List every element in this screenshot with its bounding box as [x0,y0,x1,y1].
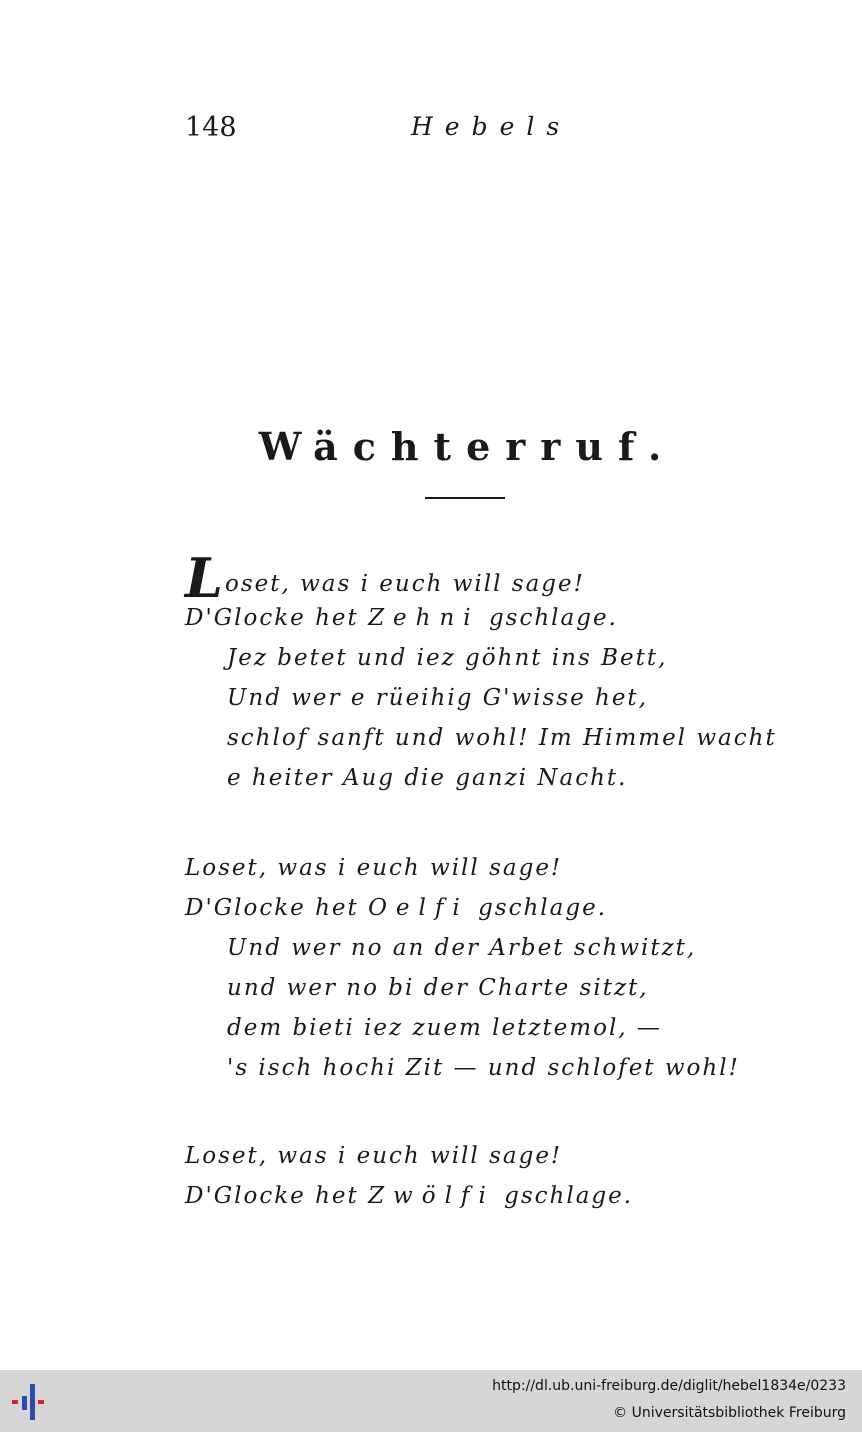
line-text: gschlage. [479,605,618,631]
line-text: oset, was i euch will sage! [224,571,585,597]
library-footer [0,1370,862,1432]
line-text: D'Glocke het [185,605,369,631]
poem-title: Wächterruf. [258,424,677,469]
ub-freiburg-logo-icon[interactable] [10,1380,54,1424]
spaced-word: Zwölfi [368,1183,495,1209]
poem-line [185,546,777,610]
poem-line [185,1176,633,1216]
poem-line: e heiter Aug die ganzi Nacht. [227,765,628,791]
poem-line: Loset, was i euch will sage! [185,855,563,881]
running-head: Hebels [411,112,572,141]
poem-line: Jez betet und iez göhnt ins Bett, [227,645,668,671]
poem-line: 's isch hochi Zit — und schlofet wohl! [227,1055,740,1081]
page-number: 148 [185,112,237,143]
spaced-word: Zehni [368,605,480,631]
poem-line: schlof sanft und wohl! Im Himmel wacht [227,725,777,751]
footer-url[interactable]: http://dl.ub.uni-freiburg.de/diglit/hebel1834e/0233 [492,1378,846,1394]
poem-line: dem bieti iez zuem letztemol, — [227,1015,662,1041]
line-text: D'Glocke het [185,895,369,921]
page-header [185,112,677,152]
stanza [185,848,740,1088]
line-text: gschlage. [468,895,608,921]
stanza [185,546,777,798]
poem-line [185,598,777,638]
line-text: gschlage. [494,1183,634,1209]
footer-copyright: © Universitätsbibliothek Freiburg [613,1405,846,1421]
stanza [185,1136,633,1216]
title-rule [425,497,505,499]
line-text: D'Glocke het [185,1183,369,1209]
poem-line: Und wer no an der Arbet schwitzt, [227,935,697,961]
poem-line: Loset, was i euch will sage! [185,1143,563,1169]
poem-line: Und wer e rüeihig G'wisse het, [227,685,648,711]
poem-line [185,888,740,928]
spaced-word: Oelfi [368,895,469,921]
poem-line: und wer no bi der Charte sitzt, [227,975,649,1001]
drop-cap: L [185,546,225,610]
